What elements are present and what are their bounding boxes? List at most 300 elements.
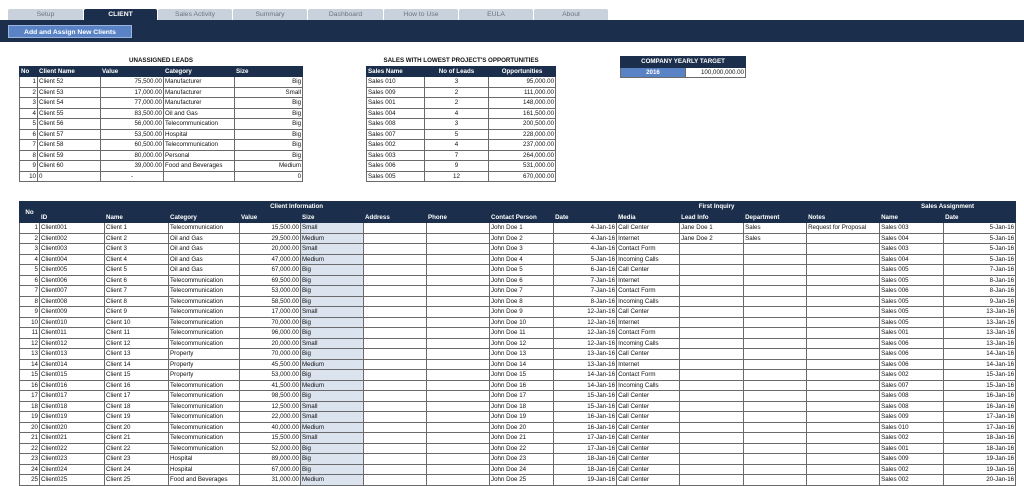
table-cell[interactable]: Client016 xyxy=(40,380,105,391)
table-cell[interactable] xyxy=(680,401,744,412)
table-cell[interactable]: Oil and Gas xyxy=(169,233,240,244)
table-cell[interactable]: 2 xyxy=(425,87,489,98)
table-cell[interactable]: 17 xyxy=(20,391,40,402)
table-cell[interactable]: Sales 008 xyxy=(367,119,425,130)
table-cell[interactable]: 8-Jan-16 xyxy=(554,296,617,307)
table-cell[interactable]: Sales 006 xyxy=(880,359,944,370)
table-cell[interactable] xyxy=(680,244,744,255)
table-cell[interactable]: 14-Jan-16 xyxy=(554,370,617,381)
table-cell[interactable]: 0 xyxy=(38,171,101,182)
table-cell[interactable] xyxy=(427,233,490,244)
table-cell[interactable]: Client009 xyxy=(40,307,105,318)
table-cell[interactable]: 70,000.00 xyxy=(240,317,301,328)
table-cell[interactable] xyxy=(807,370,880,381)
table-cell[interactable]: 5 xyxy=(20,265,40,276)
table-cell[interactable]: John Doe 19 xyxy=(490,412,554,423)
table-cell[interactable] xyxy=(680,391,744,402)
table-cell[interactable]: Call Center xyxy=(617,401,680,412)
table-cell[interactable]: Property xyxy=(169,359,240,370)
table-cell[interactable]: Sales 003 xyxy=(880,244,944,255)
table-cell[interactable] xyxy=(807,307,880,318)
table-cell[interactable]: Big xyxy=(301,443,364,454)
table-cell[interactable]: 5-Jan-16 xyxy=(554,254,617,265)
table-cell[interactable]: 8 xyxy=(20,296,40,307)
table-cell[interactable] xyxy=(680,454,744,465)
table-cell[interactable]: 148,000.00 xyxy=(489,98,556,109)
table-cell[interactable]: Client 10 xyxy=(105,317,169,328)
table-cell[interactable] xyxy=(744,338,807,349)
table-cell[interactable]: Medium xyxy=(301,380,364,391)
table-cell[interactable]: 60,500.00 xyxy=(101,140,164,151)
table-cell[interactable]: Sales 010 xyxy=(880,422,944,433)
table-cell[interactable] xyxy=(807,454,880,465)
table-cell[interactable]: John Doe 12 xyxy=(490,338,554,349)
table-cell[interactable]: Client 4 xyxy=(105,254,169,265)
table-cell[interactable] xyxy=(744,443,807,454)
table-cell[interactable] xyxy=(680,370,744,381)
add-assign-clients-button[interactable]: Add and Assign New Clients xyxy=(8,25,132,38)
table-cell[interactable]: Internet xyxy=(617,317,680,328)
table-cell[interactable]: 1 xyxy=(20,223,40,234)
table-cell[interactable]: Call Center xyxy=(617,433,680,444)
table-cell[interactable]: 52,000.00 xyxy=(240,443,301,454)
table-cell[interactable]: Client013 xyxy=(40,349,105,360)
table-cell[interactable]: 47,000.00 xyxy=(240,254,301,265)
table-cell[interactable]: 12-Jan-16 xyxy=(554,338,617,349)
table-cell[interactable]: Sales 005 xyxy=(367,171,425,182)
table-cell[interactable]: John Doe 4 xyxy=(490,254,554,265)
table-cell[interactable] xyxy=(427,433,490,444)
table-cell[interactable] xyxy=(744,265,807,276)
table-cell[interactable]: 670,000.00 xyxy=(489,171,556,182)
table-cell[interactable]: 9 xyxy=(425,161,489,172)
table-cell[interactable]: John Doe 7 xyxy=(490,286,554,297)
table-cell[interactable]: Jane Doe 1 xyxy=(680,223,744,234)
table-cell[interactable] xyxy=(807,401,880,412)
table-cell[interactable]: Medium xyxy=(301,254,364,265)
table-cell[interactable]: Client023 xyxy=(40,454,105,465)
table-cell[interactable]: John Doe 15 xyxy=(490,370,554,381)
table-cell[interactable]: 264,000.00 xyxy=(489,150,556,161)
table-cell[interactable]: Food and Beverages xyxy=(169,475,240,486)
table-cell[interactable]: 13-Jan-16 xyxy=(944,307,1016,318)
table-cell[interactable]: Client 54 xyxy=(38,98,101,109)
table-cell[interactable]: 20,000.00 xyxy=(240,244,301,255)
table-cell[interactable] xyxy=(427,254,490,265)
table-cell[interactable] xyxy=(807,244,880,255)
table-cell[interactable]: 5 xyxy=(20,119,38,130)
table-cell[interactable]: Incoming Calls xyxy=(617,254,680,265)
table-cell[interactable]: Sales 007 xyxy=(367,129,425,140)
table-cell[interactable]: Sales xyxy=(744,223,807,234)
table-cell[interactable]: Call Center xyxy=(617,349,680,360)
table-cell[interactable]: 18-Jan-16 xyxy=(944,433,1016,444)
table-cell[interactable] xyxy=(364,244,427,255)
table-cell[interactable]: Sales 002 xyxy=(367,140,425,151)
table-cell[interactable]: Big xyxy=(235,119,303,130)
table-cell[interactable]: Client018 xyxy=(40,401,105,412)
table-cell[interactable] xyxy=(680,475,744,486)
table-cell[interactable]: Client 16 xyxy=(105,380,169,391)
table-cell[interactable]: Big xyxy=(301,317,364,328)
table-cell[interactable] xyxy=(807,286,880,297)
table-cell[interactable]: Medium xyxy=(301,233,364,244)
table-cell[interactable]: Call Center xyxy=(617,443,680,454)
table-cell[interactable]: John Doe 16 xyxy=(490,380,554,391)
table-cell[interactable]: 9 xyxy=(20,161,38,172)
table-cell[interactable]: Manufacturer xyxy=(164,87,235,98)
table-cell[interactable]: Client 24 xyxy=(105,464,169,475)
table-cell[interactable] xyxy=(427,443,490,454)
table-cell[interactable]: Sales 004 xyxy=(367,108,425,119)
table-cell[interactable]: Client012 xyxy=(40,338,105,349)
table-cell[interactable]: Client021 xyxy=(40,433,105,444)
table-cell[interactable]: 53,000.00 xyxy=(240,370,301,381)
table-cell[interactable]: Small xyxy=(301,433,364,444)
table-cell[interactable] xyxy=(680,296,744,307)
table-cell[interactable]: 15,500.00 xyxy=(240,433,301,444)
table-cell[interactable]: Personal xyxy=(164,150,235,161)
table-cell[interactable]: 19 xyxy=(20,412,40,423)
table-cell[interactable] xyxy=(364,391,427,402)
table-cell[interactable]: Internet xyxy=(617,233,680,244)
table-cell[interactable] xyxy=(364,359,427,370)
table-cell[interactable]: Manufacturer xyxy=(164,77,235,88)
table-cell[interactable]: Oil and Gas xyxy=(169,265,240,276)
table-cell[interactable]: 18 xyxy=(20,401,40,412)
table-cell[interactable] xyxy=(680,286,744,297)
table-cell[interactable] xyxy=(364,338,427,349)
table-cell[interactable] xyxy=(744,317,807,328)
table-cell[interactable]: 7 xyxy=(20,286,40,297)
table-cell[interactable]: 1 xyxy=(20,77,38,88)
target-value[interactable]: 100,000,000.00 xyxy=(686,67,746,78)
table-cell[interactable]: 19-Jan-16 xyxy=(554,475,617,486)
table-cell[interactable] xyxy=(427,475,490,486)
table-cell[interactable] xyxy=(364,454,427,465)
table-cell[interactable]: Client 6 xyxy=(105,275,169,286)
table-cell[interactable]: Telecommunication xyxy=(169,296,240,307)
table-cell[interactable]: Sales 002 xyxy=(880,433,944,444)
table-cell[interactable]: 2 xyxy=(20,233,40,244)
table-cell[interactable]: Sales 010 xyxy=(367,77,425,88)
table-cell[interactable]: Jane Doe 2 xyxy=(680,233,744,244)
table-cell[interactable]: Big xyxy=(301,454,364,465)
table-cell[interactable] xyxy=(680,328,744,339)
table-cell[interactable]: 77,000.00 xyxy=(101,98,164,109)
table-cell[interactable]: 67,000.00 xyxy=(240,265,301,276)
table-cell[interactable]: 14-Jan-16 xyxy=(944,359,1016,370)
table-cell[interactable]: 6-Jan-16 xyxy=(554,265,617,276)
table-cell[interactable]: Hospital xyxy=(169,454,240,465)
table-cell[interactable]: Big xyxy=(301,464,364,475)
table-cell[interactable] xyxy=(680,380,744,391)
table-cell[interactable]: 18-Jan-16 xyxy=(944,443,1016,454)
table-cell[interactable]: Client025 xyxy=(40,475,105,486)
table-cell[interactable]: Telecommunication xyxy=(169,286,240,297)
table-cell[interactable] xyxy=(364,328,427,339)
table-cell[interactable]: Telecommunication xyxy=(169,391,240,402)
table-cell[interactable]: Property xyxy=(169,349,240,360)
table-cell[interactable]: John Doe 21 xyxy=(490,433,554,444)
table-cell[interactable] xyxy=(427,275,490,286)
table-cell[interactable]: Call Center xyxy=(617,223,680,234)
table-cell[interactable]: 17,000.00 xyxy=(101,87,164,98)
table-cell[interactable]: 12 xyxy=(425,171,489,182)
table-cell[interactable] xyxy=(364,349,427,360)
table-cell[interactable]: 12 xyxy=(20,338,40,349)
table-cell[interactable]: John Doe 10 xyxy=(490,317,554,328)
table-cell[interactable]: 531,000.00 xyxy=(489,161,556,172)
table-cell[interactable]: 53,500.00 xyxy=(101,129,164,140)
table-cell[interactable]: Hospital xyxy=(169,464,240,475)
table-cell[interactable] xyxy=(364,275,427,286)
table-cell[interactable]: Client 20 xyxy=(105,422,169,433)
table-cell[interactable]: 89,000.00 xyxy=(240,454,301,465)
table-cell[interactable] xyxy=(807,443,880,454)
table-cell[interactable]: John Doe 9 xyxy=(490,307,554,318)
table-cell[interactable]: Client022 xyxy=(40,443,105,454)
table-cell[interactable]: 111,000.00 xyxy=(489,87,556,98)
table-cell[interactable]: Sales 004 xyxy=(880,254,944,265)
table-cell[interactable]: Telecommunication xyxy=(169,401,240,412)
table-cell[interactable]: 17-Jan-16 xyxy=(944,422,1016,433)
table-cell[interactable] xyxy=(807,317,880,328)
table-cell[interactable]: 16-Jan-16 xyxy=(554,412,617,423)
table-cell[interactable]: 10 xyxy=(20,317,40,328)
table-cell[interactable]: Client 3 xyxy=(105,244,169,255)
table-cell[interactable]: Client011 xyxy=(40,328,105,339)
table-cell[interactable]: Sales 006 xyxy=(880,349,944,360)
table-cell[interactable] xyxy=(680,464,744,475)
table-cell[interactable] xyxy=(427,338,490,349)
table-cell[interactable]: Client 15 xyxy=(105,370,169,381)
table-cell[interactable]: Client 22 xyxy=(105,443,169,454)
table-cell[interactable]: Incoming Calls xyxy=(617,380,680,391)
table-cell[interactable]: Client017 xyxy=(40,391,105,402)
table-cell[interactable]: Contact Form xyxy=(617,370,680,381)
table-cell[interactable] xyxy=(744,296,807,307)
table-cell[interactable]: John Doe 14 xyxy=(490,359,554,370)
table-cell[interactable]: 7-Jan-16 xyxy=(554,275,617,286)
table-cell[interactable] xyxy=(807,422,880,433)
table-cell[interactable]: Sales 005 xyxy=(880,296,944,307)
table-cell[interactable]: 39,000.00 xyxy=(101,161,164,172)
table-cell[interactable] xyxy=(744,391,807,402)
table-cell[interactable]: 14-Jan-16 xyxy=(554,380,617,391)
table-cell[interactable]: 14 xyxy=(20,359,40,370)
table-cell[interactable]: Big xyxy=(301,296,364,307)
table-cell[interactable]: Client008 xyxy=(40,296,105,307)
table-cell[interactable]: Telecommunication xyxy=(169,307,240,318)
table-cell[interactable] xyxy=(680,275,744,286)
table-cell[interactable]: 16-Jan-16 xyxy=(944,391,1016,402)
table-cell[interactable]: 53,000.00 xyxy=(240,286,301,297)
table-cell[interactable]: Telecommunication xyxy=(169,223,240,234)
table-cell[interactable]: 161,500.00 xyxy=(489,108,556,119)
table-cell[interactable]: Sales 008 xyxy=(880,401,944,412)
table-cell[interactable]: 6 xyxy=(20,129,38,140)
table-cell[interactable] xyxy=(364,265,427,276)
table-cell[interactable]: 20 xyxy=(20,422,40,433)
table-cell[interactable]: Call Center xyxy=(617,265,680,276)
tab-setup[interactable]: Setup xyxy=(8,9,83,20)
table-cell[interactable] xyxy=(427,328,490,339)
tab-eula[interactable]: EULA xyxy=(459,9,533,20)
table-cell[interactable]: Incoming Calls xyxy=(617,296,680,307)
table-cell[interactable]: Contact Form xyxy=(617,244,680,255)
table-cell[interactable]: Sales 005 xyxy=(880,307,944,318)
table-cell[interactable]: Medium xyxy=(235,161,303,172)
table-cell[interactable]: Client 52 xyxy=(38,77,101,88)
table-cell[interactable]: 75,500.00 xyxy=(101,77,164,88)
table-cell[interactable]: Call Center xyxy=(617,412,680,423)
table-cell[interactable] xyxy=(680,422,744,433)
table-cell[interactable]: 14-Jan-16 xyxy=(944,349,1016,360)
table-cell[interactable]: 4-Jan-16 xyxy=(554,223,617,234)
table-cell[interactable]: Internet xyxy=(617,275,680,286)
table-cell[interactable]: 24 xyxy=(20,464,40,475)
table-cell[interactable] xyxy=(364,286,427,297)
table-cell[interactable]: 200,500.00 xyxy=(489,119,556,130)
table-cell[interactable]: Small xyxy=(301,307,364,318)
table-cell[interactable]: Client 21 xyxy=(105,433,169,444)
table-cell[interactable]: 9 xyxy=(20,307,40,318)
table-cell[interactable]: Client014 xyxy=(40,359,105,370)
table-cell[interactable]: Telecommunication xyxy=(169,412,240,423)
table-cell[interactable]: 7-Jan-16 xyxy=(944,265,1016,276)
table-cell[interactable]: Big xyxy=(301,391,364,402)
table-cell[interactable]: 16 xyxy=(20,380,40,391)
table-cell[interactable]: 8-Jan-16 xyxy=(944,275,1016,286)
table-cell[interactable]: Telecommunication xyxy=(169,275,240,286)
table-cell[interactable] xyxy=(744,244,807,255)
table-cell[interactable]: 13-Jan-16 xyxy=(944,338,1016,349)
table-cell[interactable]: 23 xyxy=(20,454,40,465)
table-cell[interactable]: Client 11 xyxy=(105,328,169,339)
table-cell[interactable]: Medium xyxy=(301,359,364,370)
table-cell[interactable] xyxy=(807,254,880,265)
table-cell[interactable] xyxy=(427,286,490,297)
table-cell[interactable]: 19-Jan-16 xyxy=(944,464,1016,475)
table-cell[interactable] xyxy=(364,443,427,454)
table-cell[interactable]: Client 56 xyxy=(38,119,101,130)
table-cell[interactable]: 4-Jan-16 xyxy=(554,244,617,255)
table-cell[interactable] xyxy=(680,412,744,423)
table-cell[interactable]: Client 18 xyxy=(105,401,169,412)
table-cell[interactable] xyxy=(744,328,807,339)
table-cell[interactable]: Client001 xyxy=(40,223,105,234)
table-cell[interactable]: 31,000.00 xyxy=(240,475,301,486)
table-cell[interactable]: Sales 007 xyxy=(880,380,944,391)
table-cell[interactable]: Client 23 xyxy=(105,454,169,465)
table-cell[interactable] xyxy=(427,244,490,255)
table-cell[interactable]: 5-Jan-16 xyxy=(944,223,1016,234)
table-cell[interactable]: 4 xyxy=(20,254,40,265)
table-cell[interactable]: 15,500.00 xyxy=(240,223,301,234)
table-cell[interactable]: Client020 xyxy=(40,422,105,433)
table-cell[interactable]: Client015 xyxy=(40,370,105,381)
table-cell[interactable] xyxy=(744,307,807,318)
table-cell[interactable]: John Doe 13 xyxy=(490,349,554,360)
table-cell[interactable]: 16-Jan-16 xyxy=(554,422,617,433)
table-cell[interactable] xyxy=(364,475,427,486)
table-cell[interactable]: 15-Jan-16 xyxy=(554,401,617,412)
table-cell[interactable]: Sales 009 xyxy=(367,87,425,98)
table-cell[interactable]: 95,000.00 xyxy=(489,77,556,88)
table-cell[interactable]: Telecommunication xyxy=(169,433,240,444)
table-cell[interactable]: 9-Jan-16 xyxy=(944,296,1016,307)
table-cell[interactable] xyxy=(744,349,807,360)
table-cell[interactable]: Sales 008 xyxy=(880,391,944,402)
table-cell[interactable] xyxy=(744,401,807,412)
table-cell[interactable]: Sales xyxy=(744,233,807,244)
table-cell[interactable] xyxy=(807,475,880,486)
table-cell[interactable]: Big xyxy=(235,98,303,109)
table-cell[interactable]: 12-Jan-16 xyxy=(554,317,617,328)
table-cell[interactable]: Sales 003 xyxy=(367,150,425,161)
table-cell[interactable]: Client 17 xyxy=(105,391,169,402)
table-cell[interactable]: 21 xyxy=(20,433,40,444)
table-cell[interactable]: Sales 004 xyxy=(880,233,944,244)
table-cell[interactable]: 83,500.00 xyxy=(101,108,164,119)
table-cell[interactable]: 15-Jan-16 xyxy=(944,370,1016,381)
table-cell[interactable] xyxy=(744,422,807,433)
table-cell[interactable]: Client 2 xyxy=(105,233,169,244)
table-cell[interactable]: 4 xyxy=(20,108,38,119)
table-cell[interactable]: 12,500.00 xyxy=(240,401,301,412)
table-cell[interactable]: 17-Jan-16 xyxy=(944,412,1016,423)
table-cell[interactable]: 58,500.00 xyxy=(240,296,301,307)
table-cell[interactable]: 67,000.00 xyxy=(240,464,301,475)
table-cell[interactable] xyxy=(427,223,490,234)
table-cell[interactable]: Client 5 xyxy=(105,265,169,276)
table-cell[interactable]: Small xyxy=(235,87,303,98)
table-cell[interactable]: Sales 005 xyxy=(880,317,944,328)
table-cell[interactable]: 4 xyxy=(425,108,489,119)
table-cell[interactable]: Telecommunication xyxy=(169,328,240,339)
table-cell[interactable]: 13-Jan-16 xyxy=(554,349,617,360)
target-year[interactable]: 2016 xyxy=(621,67,686,78)
table-cell[interactable] xyxy=(744,286,807,297)
table-cell[interactable]: 20,000.00 xyxy=(240,338,301,349)
table-cell[interactable]: John Doe 6 xyxy=(490,275,554,286)
table-cell[interactable]: Contact Form xyxy=(617,328,680,339)
table-cell[interactable]: 7 xyxy=(20,140,38,151)
table-cell[interactable]: Sales 001 xyxy=(367,98,425,109)
table-cell[interactable]: Big xyxy=(235,140,303,151)
table-cell[interactable]: Client004 xyxy=(40,254,105,265)
table-cell[interactable]: 7 xyxy=(425,150,489,161)
table-cell[interactable]: Big xyxy=(235,129,303,140)
table-cell[interactable]: 3 xyxy=(20,98,38,109)
table-cell[interactable]: Small xyxy=(301,244,364,255)
table-cell[interactable] xyxy=(744,254,807,265)
table-cell[interactable]: 20-Jan-16 xyxy=(944,475,1016,486)
table-cell[interactable] xyxy=(364,401,427,412)
table-cell[interactable]: Client007 xyxy=(40,286,105,297)
table-cell[interactable]: Client 60 xyxy=(38,161,101,172)
table-cell[interactable]: Client024 xyxy=(40,464,105,475)
table-cell[interactable] xyxy=(364,464,427,475)
table-cell[interactable] xyxy=(427,401,490,412)
table-cell[interactable] xyxy=(364,380,427,391)
table-cell[interactable]: Sales 006 xyxy=(880,338,944,349)
table-cell[interactable] xyxy=(680,359,744,370)
table-cell[interactable]: 40,000.00 xyxy=(240,422,301,433)
table-cell[interactable]: Property xyxy=(169,370,240,381)
table-cell[interactable] xyxy=(364,254,427,265)
